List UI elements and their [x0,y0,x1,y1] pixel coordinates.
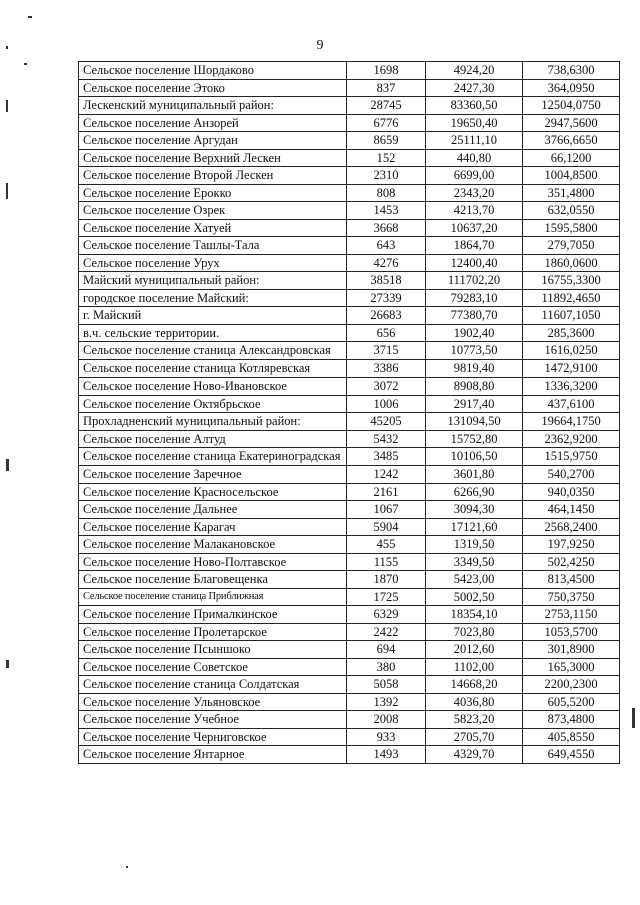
value-c-cell: 11607,1050 [523,307,620,325]
scan-mark [6,100,8,112]
table-row [79,360,620,378]
settlement-name-cell: Сельское поселение станица Котляревская [79,360,347,378]
table-row [79,342,620,360]
value-b-cell: 8908,80 [426,378,523,396]
settlement-name-cell: Сельское поселение Прималкинское [79,606,347,624]
value-b-cell: 15752,80 [426,430,523,448]
settlement-name-cell: г. Майский [79,307,347,325]
value-b-cell: 17121,60 [426,518,523,536]
value-c-cell: 632,0550 [523,202,620,220]
value-b-cell: 18354,10 [426,606,523,624]
value-b-cell: 7023,80 [426,623,523,641]
value-b-cell: 12400,40 [426,254,523,272]
table-row [79,378,620,396]
scan-mark [632,708,635,728]
value-c-cell: 16755,3300 [523,272,620,290]
value-b-cell: 6266,90 [426,483,523,501]
scan-mark [126,866,128,868]
value-c-cell: 750,3750 [523,588,620,606]
value-b-cell: 83360,50 [426,97,523,115]
value-c-cell: 285,3600 [523,324,620,342]
value-a-cell: 455 [347,536,426,554]
value-c-cell: 3766,6650 [523,132,620,150]
value-a-cell: 5904 [347,518,426,536]
table-row [79,536,620,554]
table-row [79,553,620,571]
table-row [79,483,620,501]
table-row [79,219,620,237]
value-b-cell: 3094,30 [426,501,523,519]
value-b-cell: 10773,50 [426,342,523,360]
settlement-name-cell: Сельское поселение Красносельское [79,483,347,501]
value-c-cell: 605,5200 [523,693,620,711]
value-c-cell: 502,4250 [523,553,620,571]
value-c-cell: 464,1450 [523,501,620,519]
value-c-cell: 738,6300 [523,62,620,80]
value-b-cell: 2427,30 [426,79,523,97]
settlement-name-cell: Сельское поселение Ульяновское [79,693,347,711]
table-row [79,324,620,342]
table-row [79,289,620,307]
table-row [79,167,620,185]
value-c-cell: 813,4500 [523,571,620,589]
settlement-name-cell: Сельское поселение Пролетарское [79,623,347,641]
table-row [79,114,620,132]
scan-mark [6,459,9,471]
value-a-cell: 380 [347,658,426,676]
value-a-cell: 4276 [347,254,426,272]
settlement-name-cell: Сельское поселение Урух [79,254,347,272]
table-row [79,746,620,764]
value-b-cell: 5823,20 [426,711,523,729]
settlement-name-cell: Сельское поселение Янтарное [79,746,347,764]
table-row [79,711,620,729]
value-b-cell: 77380,70 [426,307,523,325]
settlement-name-cell: Сельское поселение Алтуд [79,430,347,448]
settlement-name-cell: Сельское поселение Заречное [79,466,347,484]
table-row [79,237,620,255]
value-c-cell: 1336,3200 [523,378,620,396]
table-row [79,395,620,413]
table-row [79,62,620,80]
value-a-cell: 2422 [347,623,426,641]
table-row [79,658,620,676]
settlement-name-cell: Сельское поселение Карагач [79,518,347,536]
table-row [79,149,620,167]
value-a-cell: 837 [347,79,426,97]
value-c-cell: 940,0350 [523,483,620,501]
value-a-cell: 3386 [347,360,426,378]
value-a-cell: 6776 [347,114,426,132]
table-row [79,272,620,290]
settlement-name-cell: Лескенский муниципальный район: [79,97,347,115]
value-a-cell: 1067 [347,501,426,519]
value-a-cell: 2161 [347,483,426,501]
value-a-cell: 38518 [347,272,426,290]
value-c-cell: 2568,2400 [523,518,620,536]
scan-mark [6,46,8,49]
settlement-name-cell: городское поселение Майский: [79,289,347,307]
value-a-cell: 643 [347,237,426,255]
value-a-cell: 1493 [347,746,426,764]
value-b-cell: 3601,80 [426,466,523,484]
value-b-cell: 1102,00 [426,658,523,676]
value-c-cell: 1053,5700 [523,623,620,641]
table-row [79,132,620,150]
settlement-name-cell: Сельское поселение Ташлы-Тала [79,237,347,255]
settlement-name-cell: Сельское поселение Шордаково [79,62,347,80]
value-b-cell: 2705,70 [426,728,523,746]
value-c-cell: 12504,0750 [523,97,620,115]
settlement-name-cell: Сельское поселение Хатуей [79,219,347,237]
value-c-cell: 2947,5600 [523,114,620,132]
value-a-cell: 808 [347,184,426,202]
value-c-cell: 437,6100 [523,395,620,413]
value-b-cell: 79283,10 [426,289,523,307]
table-row [79,413,620,431]
value-a-cell: 3715 [347,342,426,360]
value-c-cell: 197,9250 [523,536,620,554]
table-row [79,588,620,606]
value-a-cell: 26683 [347,307,426,325]
value-b-cell: 25111,10 [426,132,523,150]
value-a-cell: 2310 [347,167,426,185]
value-b-cell: 2343,20 [426,184,523,202]
settlement-name-cell: Сельское поселение Ерокко [79,184,347,202]
table-row [79,606,620,624]
value-c-cell: 405,8550 [523,728,620,746]
settlement-name-cell: Сельское поселение Второй Лескен [79,167,347,185]
value-c-cell: 1860,0600 [523,254,620,272]
settlement-name-cell: Сельское поселение Благовещенка [79,571,347,589]
value-a-cell: 5432 [347,430,426,448]
page-number: 9 [316,38,324,53]
settlement-name-cell: Сельское поселение Малакановское [79,536,347,554]
value-c-cell: 11892,4650 [523,289,620,307]
settlement-name-cell: Сельское поселение Дальнее [79,501,347,519]
value-a-cell: 1006 [347,395,426,413]
table-row [79,571,620,589]
settlement-name-cell: Сельское поселение Октябрьское [79,395,347,413]
table-row [79,676,620,694]
value-c-cell: 301,8900 [523,641,620,659]
settlement-name-cell: Сельское поселение станица Александровская [79,342,347,360]
table-row [79,307,620,325]
value-c-cell: 2200,2300 [523,676,620,694]
value-b-cell: 4036,80 [426,693,523,711]
value-a-cell: 1698 [347,62,426,80]
scan-mark [28,16,32,18]
table-row [79,202,620,220]
settlement-name-cell: Сельское поселение Псыншоко [79,641,347,659]
value-c-cell: 1004,8500 [523,167,620,185]
value-b-cell: 4213,70 [426,202,523,220]
value-b-cell: 111702,20 [426,272,523,290]
table-row [79,518,620,536]
settlement-name-cell: Сельское поселение Черниговское [79,728,347,746]
value-c-cell: 649,4550 [523,746,620,764]
value-a-cell: 1242 [347,466,426,484]
settlement-name-cell: Сельское поселение Анзорей [79,114,347,132]
value-b-cell: 10637,20 [426,219,523,237]
settlement-name-cell: Сельское поселение Ново-Ивановское [79,378,347,396]
value-a-cell: 694 [347,641,426,659]
settlement-name-cell: Сельское поселение Озрек [79,202,347,220]
value-a-cell: 3668 [347,219,426,237]
settlement-name-cell: Сельское поселение Учебное [79,711,347,729]
table-row [79,184,620,202]
value-a-cell: 45205 [347,413,426,431]
scan-mark [6,660,9,668]
value-a-cell: 27339 [347,289,426,307]
value-c-cell: 2753,1150 [523,606,620,624]
value-c-cell: 19664,1750 [523,413,620,431]
table-row [79,501,620,519]
value-a-cell: 3485 [347,448,426,466]
value-b-cell: 2917,40 [426,395,523,413]
value-b-cell: 440,80 [426,149,523,167]
table-body [79,62,620,764]
value-b-cell: 10106,50 [426,448,523,466]
scan-mark [6,183,8,199]
value-c-cell: 1595,5800 [523,219,620,237]
value-a-cell: 3072 [347,378,426,396]
settlement-name-cell: Сельское поселение Ново-Полтавское [79,553,347,571]
value-b-cell: 5002,50 [426,588,523,606]
value-c-cell: 279,7050 [523,237,620,255]
value-c-cell: 165,3000 [523,658,620,676]
value-a-cell: 2008 [347,711,426,729]
value-c-cell: 1472,9100 [523,360,620,378]
table-row [79,466,620,484]
value-a-cell: 1453 [347,202,426,220]
value-a-cell: 933 [347,728,426,746]
settlement-name-cell: Сельское поселение Верхний Лескен [79,149,347,167]
settlement-name-cell: Сельское поселение Советское [79,658,347,676]
table-row [79,254,620,272]
value-b-cell: 9819,40 [426,360,523,378]
value-c-cell: 351,4800 [523,184,620,202]
value-a-cell: 8659 [347,132,426,150]
value-a-cell: 1870 [347,571,426,589]
value-c-cell: 1515,9750 [523,448,620,466]
settlement-name-cell: Прохладненский муниципальный район: [79,413,347,431]
value-a-cell: 28745 [347,97,426,115]
value-b-cell: 1902,40 [426,324,523,342]
settlement-name-cell: Майский муниципальный район: [79,272,347,290]
table-row [79,641,620,659]
table-row [79,448,620,466]
value-b-cell: 6699,00 [426,167,523,185]
settlement-name-cell: Сельское поселение Аргудан [79,132,347,150]
settlement-name-cell: Сельское поселение станица Екатериноградская [79,448,347,466]
settlement-name-cell: Сельское поселение станица Приближная [79,588,347,606]
value-a-cell: 5058 [347,676,426,694]
settlement-name-cell: Сельское поселение Этоко [79,79,347,97]
data-table [78,61,620,764]
table-row [79,430,620,448]
value-a-cell: 1155 [347,553,426,571]
value-b-cell: 3349,50 [426,553,523,571]
value-b-cell: 14668,20 [426,676,523,694]
value-b-cell: 5423,00 [426,571,523,589]
value-b-cell: 4924,20 [426,62,523,80]
settlement-name-cell: Сельское поселение станица Солдатская [79,676,347,694]
value-c-cell: 540,2700 [523,466,620,484]
value-a-cell: 152 [347,149,426,167]
value-a-cell: 1392 [347,693,426,711]
value-b-cell: 131094,50 [426,413,523,431]
value-a-cell: 1725 [347,588,426,606]
value-c-cell: 2362,9200 [523,430,620,448]
value-a-cell: 6329 [347,606,426,624]
table-row [79,79,620,97]
value-a-cell: 656 [347,324,426,342]
value-b-cell: 1864,70 [426,237,523,255]
value-b-cell: 19650,40 [426,114,523,132]
table-row [79,693,620,711]
value-c-cell: 1616,0250 [523,342,620,360]
value-c-cell: 873,4800 [523,711,620,729]
value-c-cell: 364,0950 [523,79,620,97]
value-b-cell: 4329,70 [426,746,523,764]
scan-mark [24,63,27,65]
table-row [79,623,620,641]
value-c-cell: 66,1200 [523,149,620,167]
value-b-cell: 1319,50 [426,536,523,554]
table-row [79,97,620,115]
value-b-cell: 2012,60 [426,641,523,659]
settlement-name-cell: в.ч. сельские территории. [79,324,347,342]
table-row [79,728,620,746]
